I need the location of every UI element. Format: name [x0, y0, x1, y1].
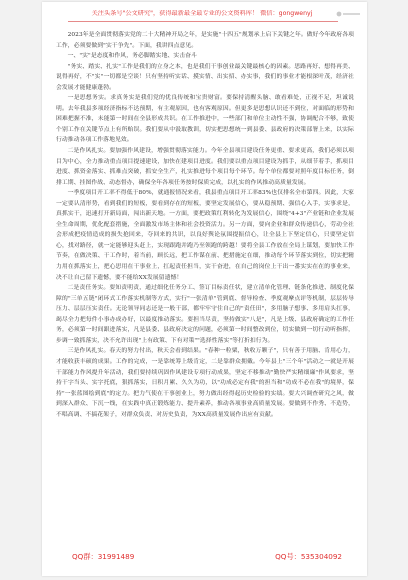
paragraph: 三是作风扎实。春天的努力付出，秋天会看到结果。"春种一粒粟，秋收万颗子"，只有善于用脑、肯用心力，才能收获丰硕的成果。工作的完成，一是靠统筹上级肯定，二是靠群众拥戴。今年县上"三个年"活动之一就是开展干部能力作风提升年活动，我们要持续巩固作风建设专项行动成果，坚定不移推动"勤快严实精细廉"作风要求，坚持干字当头、实字托底，狠抓落实，日积月累、久久为功，以"功成必定有我"的担当和"功成不必在我"的境界，保持"一张蓝图绘到底"的定力。把力气使在干事创业上，努力做出经得起历史检验的实绩。要大兴调查研究之风，做到深入群众、下沉一线，在实践中真正锻炼能力、提升素养，推动各项事业高质量发展。要做到不作秀、不造势，不唱高调、不搞花架子，对群众负责、对历史负责，为XX高质量发展作出应有贡献。	[56, 348, 354, 418]
paragraph: 二是责任务实。要知责明责，通过细化任务分工、签订目标责任状，建立清单化管理、链条化推进、制度化保障的"三单五链"闭环式工作落实机制等方式，实行"一张清单"管到底、督导检查、季度观摩点评等机制，层层传导压力、层层压实责任。无论领导同志还是一般干部，都牢牢守住自己的"责任田"，多用脑子想事、多用肩头扛事，竭尽全力把每件小事办成办好，以最度推动落实。要担当尽责，坚持做实"八是"，凡是上级、县政府确定的工作任务，必须第一时间跟进落实，凡是县委、县政府决定的问题，必须第一时间整改到位，切实做到一切行动听指挥，步调一致抓落实，决不允许出现"上有政策、下有对策""选择性落实"等打折扣行为。	[56, 285, 354, 344]
paragraph-intro: 2023年是全面贯彻落实党的二十大精神开局之年，是实施"十四五"规划承上启下关键之年。做好今年政府各项工作，必须要做到"实干争先"。下面，我讲四点意见。	[56, 32, 354, 49]
document-body	[56, 30, 354, 420]
paragraph: 一是思想务实。求真务实是我们党的优良传统和宝贵财富。要保持清醒头脑、敢看难处，正视不足，坦诚说明。去年我县多项经济指标不达预期，有主观原因，也有客观原因。但更多是思想认识还不到位，对面临的形势和困难把握不准，未能第一时间在全县形成共识。在工作推进中，一些部门和单位主动性不强，协调配合不够，致使个别工作在关键节点上有所贻误。我们要从中汲取教训，切实把思想统一到县委、县政府的决策部署上来，以实际行动推动各项工作落地见效。	[56, 95, 354, 144]
header-divider	[68, 21, 338, 22]
paragraph: 一季度项目开工率不得低于80%，就通报情况来看，我县重点项目开工率83%也仅排名全市第四。因此，大家一定要认清形势，看到我们的短板，要看到存在的短板，要坚定发展信心，要从稳预期、强信心入手，实事求是，真抓实干，迅速打开新局面，闯出新天地。一方面，要把政策红利转化为发展信心，围绕"4+3"产业链和企业发展全生命周期，优化配套措施，全面激发市场主体和社会投资活力。另一方面，要向企业和群众传递信心，劳动全社会形成把疫情造成的损失抢回来，夺回来的共识，以良好舆论氛围提振信心，让全县上下坚定信心，只要坚定信心，找对路径，就一定能够迎头赶上，实现跟跑并跑乃至领跑的跨越！要将全县工作放在全局上谋划，要加快工作节奏，在做决策、干工作时，着当前，顾长远，把工作谋在前、把措施定在细，推动每个环节落实到位，切实把精力用在抓落实上，把心思用在干事业上，扛起责任担当，实干奋进，在自己的岗位上干出一番实实在在的事业来，决不让自己留下遗憾，要不能给XX发展留遗憾！	[56, 190, 354, 281]
footer-contact	[72, 552, 342, 562]
paragraph: "务实、踏实、扎实"工作是我们的立身之本，也是我们干事创业最关键最核心的因素。思路再好、想得再美、说得再好，不"实"一切都是空谈！只有坚持听实话、摸实情、出实招、办实事，我们的事业才能根深叶茂，经济社会发展才能健康蓬勃。	[56, 63, 354, 91]
header-banner: 关注头条号"公文研究"，获得最新最全最专业的公文资料库！ 微信：gongwenyj	[91, 10, 313, 17]
qq-group-label: QQ群：31991489	[72, 552, 135, 561]
qq-number-label: QQ号：535304092	[275, 552, 342, 561]
document-page	[42, 2, 367, 576]
publisher-logo-icon	[336, 10, 361, 18]
paragraph: 二是作风扎实。要加强作风建设，增强贯彻落实能力。今年全县项目建设任务更重、要求更高，我们必须以项目为中心，全力推动重点项目提速建设，加快在建项目进度。我们要以重点项目建设为抓手，从细节着手，抓项目进度、抓资金落实、抓难点突破，抓安全生产，扎实推进每个项目每个环节。每个单位都要对照年度目标任务，倒排工期、挂图作战、动态督办，确保全年各项任务按时保质完成，以扎实的作风推动高质量发展。	[56, 148, 354, 186]
section-heading-1: 一、"实"是态度和作风，务必脚踏实地、实击奋斗	[67, 53, 197, 60]
